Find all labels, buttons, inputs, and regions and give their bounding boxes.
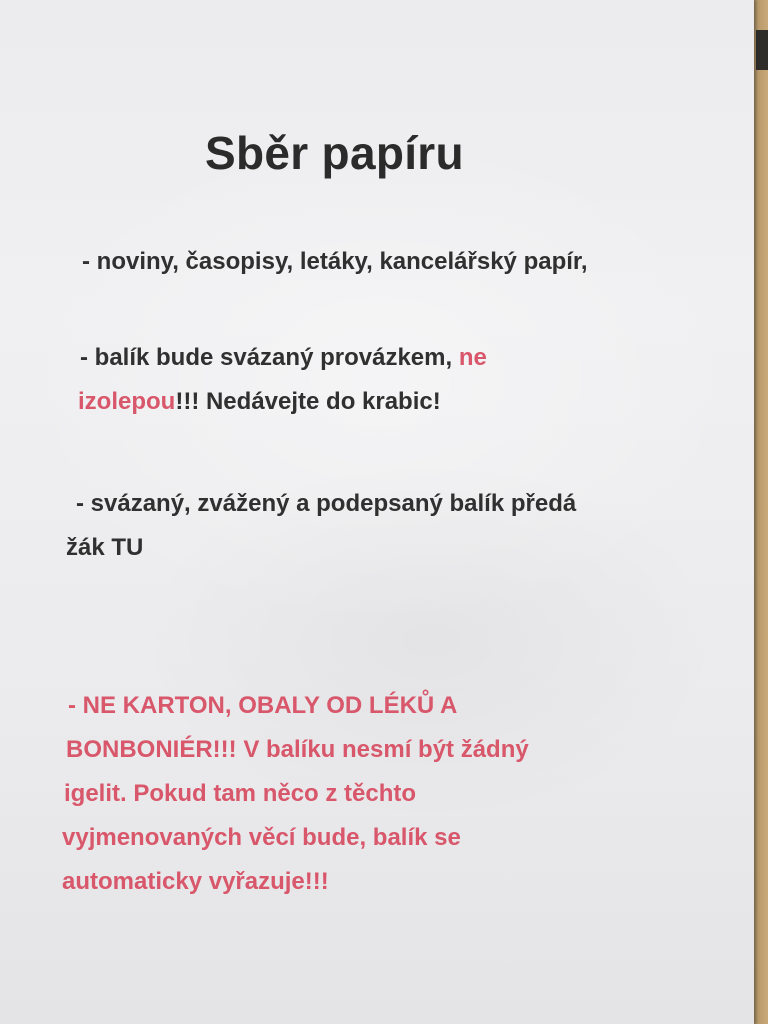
- warning-line-2: BONBONIÉR!!! V balíku nesmí být žádný: [66, 736, 529, 763]
- warning-line-5: automaticky vyřazuje!!!: [62, 868, 329, 895]
- warning-line-1: - NE KARTON, OBALY OD LÉKŮ A: [68, 692, 458, 719]
- item-bundle-line-2: [78, 380, 441, 424]
- item-bundle-line-1: [80, 336, 487, 380]
- warning-line-3: igelit. Pokud tam něco z těchto: [64, 780, 417, 807]
- item-bundle-text-2: !!! Nedávejte do krabic!: [175, 388, 441, 415]
- item-paper-types: - noviny, časopisy, letáky, kancelářský papír,: [82, 248, 588, 275]
- item-handover-line-2: žák TU: [66, 534, 144, 561]
- background-object: [756, 30, 768, 70]
- table-edge-background: [752, 0, 768, 1024]
- warning-line-4: vyjmenovaných věcí bude, balík se: [62, 824, 461, 851]
- item-bundle-text: - balík bude svázaný provázkem,: [80, 344, 459, 371]
- page-title: Sběr papíru: [205, 127, 464, 179]
- item-bundle-highlight: ne: [458, 344, 487, 371]
- item-handover-line-1: - svázaný, zvážený a podepsaný balík předá: [76, 490, 577, 517]
- item-bundle-highlight-2: izolepou: [78, 388, 176, 415]
